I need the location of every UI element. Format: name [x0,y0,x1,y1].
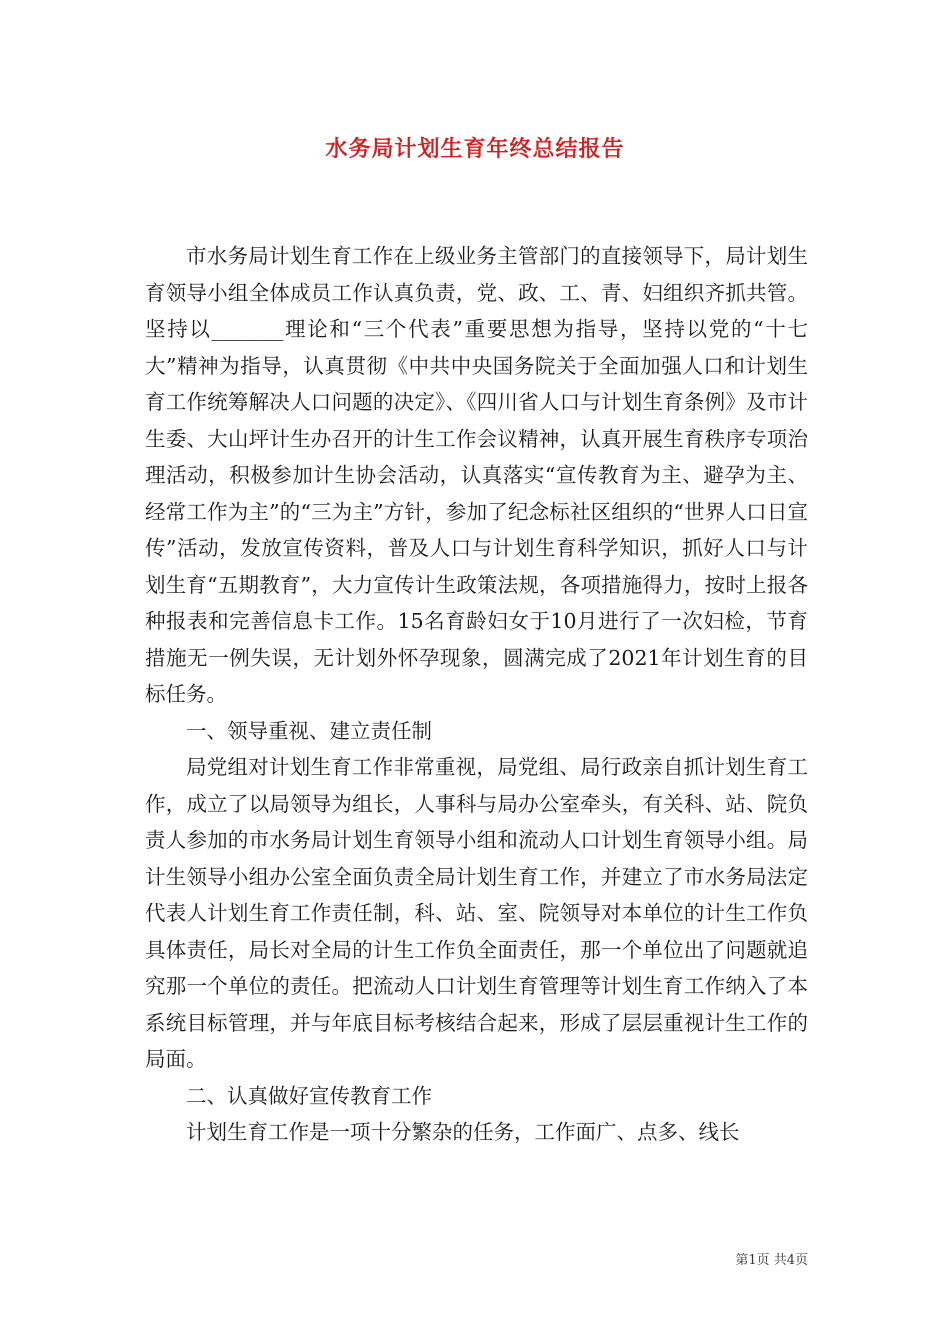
paragraph-intro: 市水务局计划生育工作在上级业务主管部门的直接领导下，局计划生育领导小组全体成员工作认真负责，党、政、工、青、妇组织齐抓共管。坚持以_______理论和“三个代表”重要思想为指导，坚持以党的“十七大”精神为指导，认真贯彻《中共中央国务院关于全面加强人口和计划生育工作统筹解决人口问题的决定》、《四川省人口与计划生育条例》及市计生委、大山坪计生办召开的计生工作会议精神，认真开展生育秩序专项治理活动，积极参加计生协会活动，认真落实“宣传教育为主、避孕为主、经常工作为主”的“三为主”方针，参加了纪念标社区组织的“世界人口日宣传”活动，发放宣传资料，普及人口与计划生育科学知识，抓好人口与计划生育“五期教育”，大力宣传计生政策法规，各项措施得力，按时上报各种报表和完善信息卡工作。15名育龄妇女于10月进行了一次妇检，节育措施无一例失误，无计划外怀孕现象，圆满完成了2021年计划生育的目标任务。 [145,244,808,706]
page-number-footer: 第1页 共4页 [735,1253,808,1268]
document-body [145,238,808,1151]
section-heading-1: 一、领导重视、建立责任制 [186,718,432,743]
paragraph-publicity: 计划生育工作是一项十分繁杂的任务，工作面广、点多、线长 [186,1120,740,1144]
document-title: 水务局计划生育年终总结报告 [325,136,625,162]
section-heading-2: 二、认真做好宣传教育工作 [186,1083,432,1108]
paragraph-leadership: 局党组对计划生育工作非常重视，局党组、局行政亲自抓计划生育工作，成立了以局领导为组长，人事科与局办公室牵头，有关科、站、院负责人参加的市水务局计划生育领导小组和流动人口计划生育领导小组。局计生领导小组办公室全面负责全局计划生育工作，并建立了市水务局法定代表人计划生育工作责任制，科、站、室、院领导对本单位的计生工作负具体责任，局长对全局的计生工作负全面责任，那一个单位出了问题就追究那一个单位的责任。把流动人口计划生育管理等计划生育工作纳入了本系统目标管理，并与年底目标考核结合起来，形成了层层重视计生工作的局面。 [145,755,808,1071]
